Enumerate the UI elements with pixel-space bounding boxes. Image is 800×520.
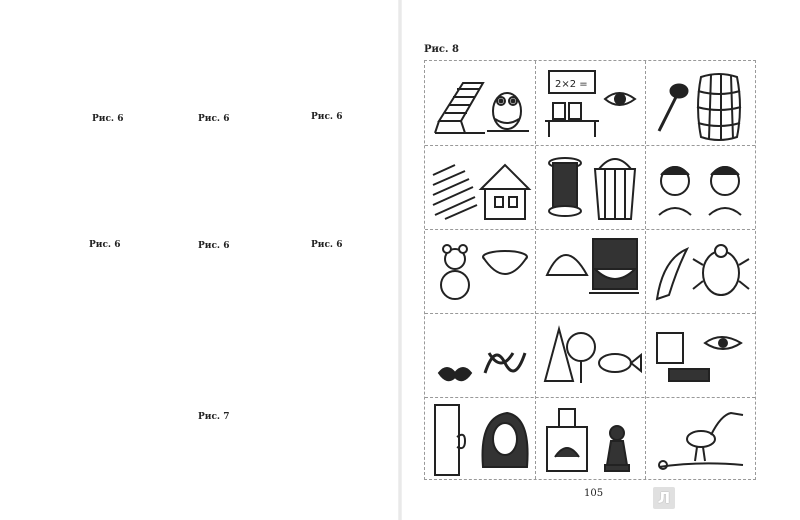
figure-caption: Рис. 6	[311, 240, 343, 250]
chess-pawn-icon	[535, 397, 645, 481]
figure-caption-main: Рис. 8	[424, 44, 459, 55]
picture-cell	[645, 229, 755, 313]
girl-face-icon	[425, 397, 535, 481]
picture-cell	[425, 397, 535, 481]
bucket-icon	[535, 145, 645, 229]
barrel-icon	[645, 61, 755, 145]
beetle-icon	[645, 229, 755, 313]
figure-caption: Рис. 6	[89, 240, 121, 250]
picture-cell	[645, 61, 755, 145]
blackboard-text: 2×2 =	[555, 79, 588, 90]
book-gutter	[398, 0, 402, 520]
bowl-icon	[425, 229, 535, 313]
boy-face-icon	[645, 145, 755, 229]
picture-cell	[535, 229, 645, 313]
picture-cell	[645, 397, 755, 481]
picture-cell	[535, 145, 645, 229]
figure-caption: Рис. 6	[198, 241, 230, 251]
figure-caption: Рис. 7	[198, 412, 230, 422]
picture-cell	[535, 397, 645, 481]
sink-icon	[535, 229, 645, 313]
figure-caption: Рис. 6	[92, 114, 124, 124]
picture-cell	[535, 313, 645, 397]
picture-cell	[425, 313, 535, 397]
picture-cell	[425, 229, 535, 313]
sword-icon	[645, 397, 755, 481]
picture-cell	[425, 145, 535, 229]
house-icon	[425, 145, 535, 229]
fish-icon	[535, 313, 645, 397]
picture-cell	[425, 61, 535, 145]
publisher-logo-icon	[653, 487, 675, 509]
page-number: 105	[584, 488, 604, 499]
snakes-icon	[425, 313, 535, 397]
eye-icon	[645, 313, 755, 397]
figure-caption: Рис. 6	[311, 112, 343, 122]
publisher-logo-letter: Л	[657, 489, 671, 507]
figure-caption: Рис. 6	[198, 114, 230, 124]
picture-cell	[535, 61, 645, 145]
picture-grid	[424, 60, 756, 480]
owl-icon	[425, 61, 535, 145]
picture-cell	[645, 313, 755, 397]
picture-cell	[645, 145, 755, 229]
eye-icon	[535, 61, 645, 145]
